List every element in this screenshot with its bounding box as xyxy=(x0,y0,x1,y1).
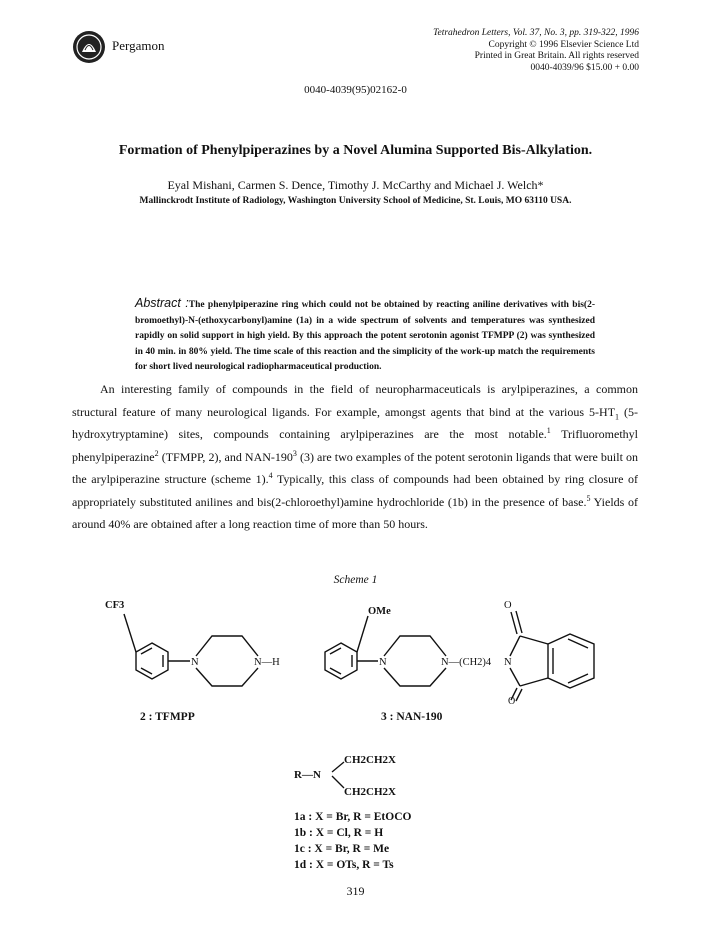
page-number: 319 xyxy=(346,884,365,898)
nan190-chain-label: N—(CH2)4 xyxy=(441,657,492,668)
ref-4: 4 xyxy=(268,471,273,480)
phthalimide-n-label: N xyxy=(504,657,512,668)
body-text-2: (5-hydroxytryptamine) sites, compounds containing arylpiperazines are the most notable. xyxy=(72,404,638,441)
variant-1d: 1d : X = OTs, R = Ts xyxy=(294,859,394,871)
doi: 0040-4039(95)02162-0 xyxy=(304,84,407,96)
body-text-3: Trifluoromethyl phenylpiperazine xyxy=(72,427,638,464)
carbonyl-o-top: O xyxy=(504,600,512,611)
compound-variants xyxy=(294,809,411,873)
variant-1b: 1b : X = Cl, R = H xyxy=(294,827,384,839)
generic-r-n: R—N xyxy=(294,769,321,781)
ref-5: 5 xyxy=(586,493,591,503)
body-text-4: (TFMPP, 2), and NAN-190 xyxy=(158,449,293,464)
paper-title: Formation of Phenylpiperazines by a Novel Alumina Supported Bis-Alkylation. xyxy=(118,143,593,158)
copyright-line: Copyright © 1996 Elsevier Science Ltd xyxy=(488,39,639,50)
nan190-n1-label: N xyxy=(379,657,387,668)
authors: Eyal Mishani, Carmen S. Dence, Timothy J. McCarthy and Michael J. Welch* xyxy=(167,178,544,192)
scheme-structures xyxy=(100,592,640,704)
body-text-7: Yields of around 40% are obtained after a long reaction time of more than 50 hours. xyxy=(72,494,638,531)
journal-info xyxy=(433,28,639,74)
journal-citation: Tetrahedron Letters, Vol. 37, No. 3, pp. 319-322, 1996 xyxy=(433,28,639,38)
phthalimide-ring xyxy=(548,634,594,688)
variant-1c: 1c : X = Br, R = Me xyxy=(294,843,390,855)
caption-nan190: 3 : NAN-190 xyxy=(381,711,443,723)
abstract xyxy=(135,296,595,376)
generic-top-chain: CH2CH2X xyxy=(344,754,396,766)
generic-bottom-chain: CH2CH2X xyxy=(344,786,396,798)
publisher-name: Pergamon xyxy=(112,38,165,53)
ref-2: 2 xyxy=(154,448,159,458)
subscript-1: 1 xyxy=(615,411,620,421)
elsevier-logo-icon xyxy=(72,30,106,64)
rights-line: Printed in Great Britain. All rights reserved xyxy=(474,51,639,61)
variant-1a: 1a : X = Br, R = EtOCO xyxy=(294,811,412,823)
abstract-text: The phenylpiperazine ring which could not be obtained by reacting aniline derivatives with bis(2-bromoethyl)-N-(ethoxycarbonyl)amine (1a) in a wide spectrum of solvents and temperatures was synthesized rapidly on solid support in high yield. By this approach the potent serotonin agonist TFMPP (2) was synthesized in 40 min. in 80% yield. The time scale of this reaction and the simplicity of the work-up match the requirements for short lived neurological radiopharmaceutical production. xyxy=(135,300,595,372)
abstract-lead: Abstract : xyxy=(135,296,189,310)
tfmpp-n-label: N xyxy=(191,657,199,668)
tfmpp-nh-label: N—H xyxy=(254,657,280,668)
ref-1: 1 xyxy=(546,426,551,435)
price-line: 0040-4039/96 $15.00 + 0.00 xyxy=(530,62,639,73)
scheme-label: Scheme 1 xyxy=(333,574,378,586)
ref-3: 3 xyxy=(292,448,297,458)
body-paragraph xyxy=(72,378,638,536)
generic-amine-structure xyxy=(292,750,412,810)
body-text-5: (3) are two examples of the potent serotonin ligands that were built on the arylpiperazine structure (scheme 1). xyxy=(72,449,638,486)
body-text-6: Typically, this class of compounds had been obtained by ring closure of appropriately substituted anilines and bis(2-chloroethyl)amine hydrochloride (1b) in the presence of base. xyxy=(72,472,638,509)
carbonyl-o-bottom: O xyxy=(508,696,516,704)
caption-tfmpp: 2 : TFMPP xyxy=(140,711,195,723)
affiliation: Mallinckrodt Institute of Radiology, Washington University School of Medicine, St. Louis, MO 63110 USA. xyxy=(139,196,572,206)
ome-label: OMe xyxy=(368,606,391,617)
cf3-label: CF3 xyxy=(105,600,125,611)
body-text-1: An interesting family of compounds in the field of neuropharmaceuticals is arylpiperazines, a common structural feature of many neurological ligands. For example, amongst agents that bind at the various 5-HT xyxy=(72,382,638,419)
